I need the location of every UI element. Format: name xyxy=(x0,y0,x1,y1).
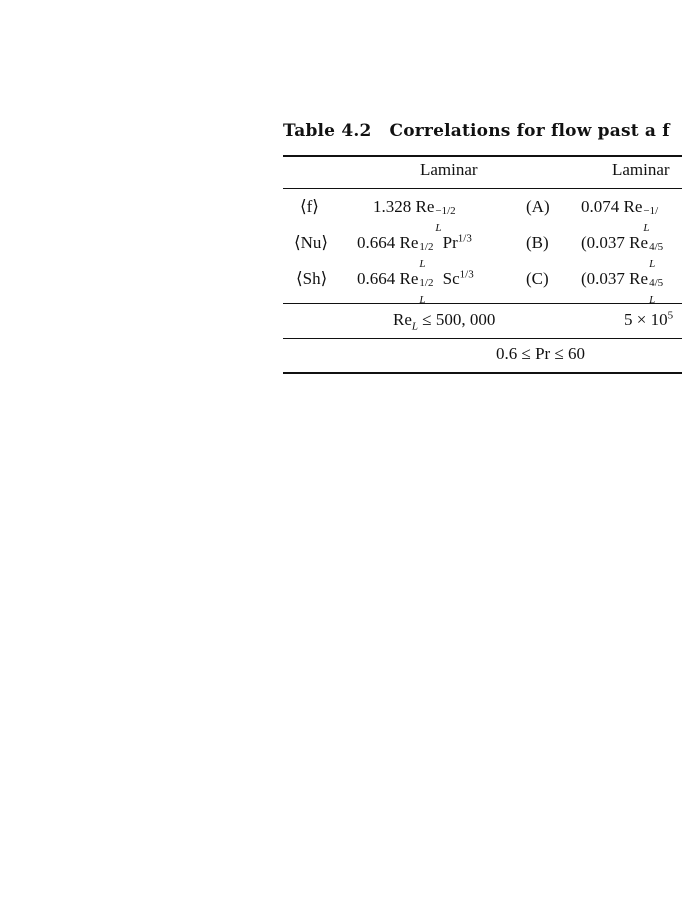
turbulent-reynolds-range: $5 \times 10^5$ xyxy=(624,309,674,329)
turbulent-correlation: (0.037 Re 4/5 L xyxy=(581,233,664,270)
laminar-correlation: 1.328 Re −1/2 L xyxy=(373,197,456,234)
table-row-label: ⟨Nu⟩ xyxy=(294,233,329,252)
header-laminar: Laminar xyxy=(420,160,478,179)
laminar-reynolds-range: $Re_L \le 500$, 000 xyxy=(393,310,496,333)
table-row-label: ⟨Sh⟩ xyxy=(296,269,328,288)
header-laminar-turbulent: Laminar xyxy=(612,160,670,179)
turbulent-correlation: 0.074 Re −1/ L xyxy=(581,197,659,234)
equation-tag: (A) xyxy=(526,197,550,216)
laminar-correlation: 0.664 Re 1/2 L $Sc^{1/3}$ xyxy=(357,268,474,306)
bottom-rule xyxy=(283,372,682,374)
table-number: Table 4.2 xyxy=(283,121,372,141)
laminar-correlation: 0.664 Re 1/2 L $Pr^{1/3}$ xyxy=(357,232,472,270)
equation-tag: (C) xyxy=(526,269,549,288)
validity-rule xyxy=(283,303,682,304)
table-title: Correlations for flow past a f xyxy=(389,121,670,141)
equation-tag: (B) xyxy=(526,233,549,252)
reynolds-symbol: Re xyxy=(415,197,435,216)
turbulent-correlation: (0.037 Re 4/5 L xyxy=(581,269,664,306)
table-caption xyxy=(283,121,670,141)
prandtl-range: 0.6 ≤ Pr ≤ 60 xyxy=(496,344,586,363)
header-rule xyxy=(283,188,682,189)
table-row-label: ⟨f⟩ xyxy=(300,197,319,216)
top-rule xyxy=(283,155,682,157)
prandtl-rule xyxy=(283,338,682,339)
coefficient: 1.328 xyxy=(373,197,412,216)
